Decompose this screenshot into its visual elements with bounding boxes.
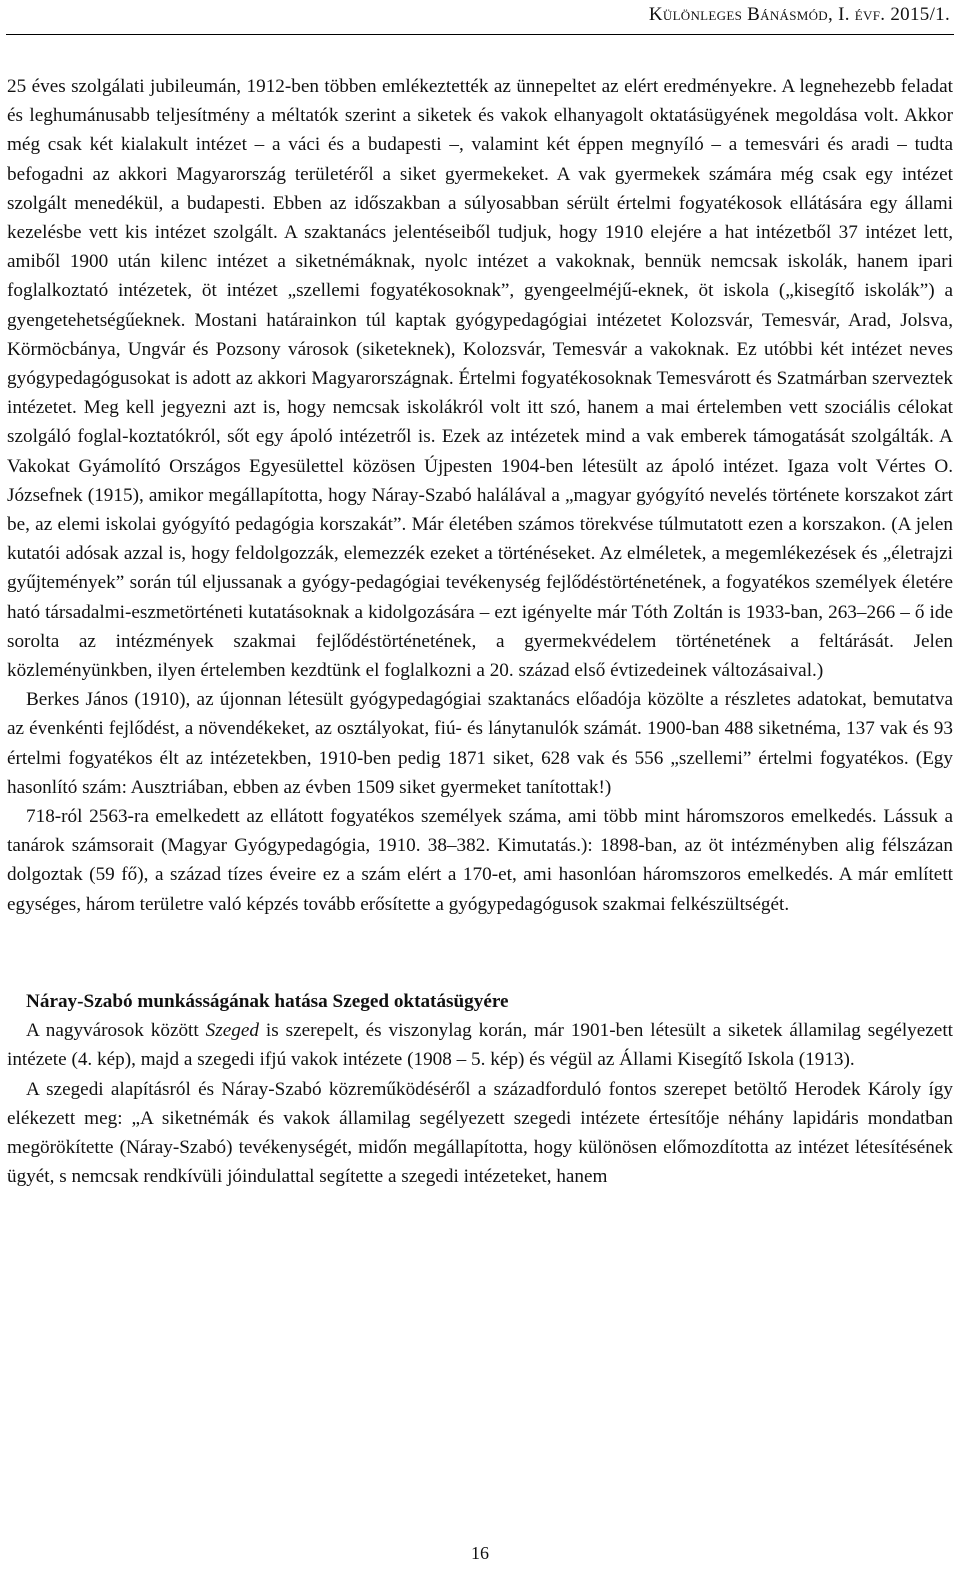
section-heading: Náray-Szabó munkásságának hatása Szeged oktatásügyére: [26, 990, 509, 1012]
header-rule: [6, 34, 954, 35]
running-header: Különleges Bánásmód, I. évf. 2015/1.: [648, 4, 950, 25]
section-paragraph-2: A szegedi alapításról és Náray-Szabó közreműködéséről a századforduló fontos szerepet betöltő Herodek Károly így elékezett meg: „A siketnémák és vakok államilag segélyezett szegedi intézete értesítője néhány lapidáris mondatban megörökítette (Náray-Szabó) tevékenységét, midőn megállapította, hogy különösen előmozdította az intézet létesítésének ügyét, s nemcsak rendkívüli jóindulattal segítette a szegedi intézeteket, hanem: [7, 1078, 953, 1188]
section-p1-italic: Szeged: [205, 1020, 259, 1042]
paragraph-1: 25 éves szolgálati jubileumán, 1912-ben többen emlékeztették az ünnepeltet az elért eredményekre. A legnehezebb feladat és leghumánusabb teljesítmény a méltatók szerint a siketek és vakok elhanyagolt oktatásügyének megoldása volt. Akkor még csak két kialakult intézet – a váci és a budapesti –, valamint két éppen megnyíló – a temesvári és aradi – tudta befogadni az akkori Magyarország területéről a siket gyermekeket. A vak gyermekek számára még csak egy intézet szolgált menedékül, a budapesti. Ebben az időszakban a súlyosabban sérült értelmi fogyatékosok ellátására egy állami kezelésbe vett kis intézet szolgált. A szaktanács jelentéseiből tudjuk, hogy 1910 elejére a hat intézetből 37 intézet lett, amiből 1900 után kilenc intézet a siketnémáknak, nyolc intézet a vakoknak, bennük nemcsak iskolák, hanem ipari foglalkoztató intézetek, öt intézet „szellemi fogyatékosoknak”, gyengeelméjű-eknek, öt iskola („kisegítő iskolák”) a gyengetehetségűeknek. Mostani határainkon túl kaptak gyógypedagógiai intézetet Kolozsvár, Temesvár, Arad, Jolsva, Körmöcbánya, Ungvár és Pozsony városok (siketeknek), Kolozsvár, Temesvár a vakoknak. Ez utóbbi két intézet neves gyógypedagógusokat is adott az akkori Magyarországnak. Értelmi fogyatékosoknak Temesvárott és Szatmárban szerveztek intézetet. Meg kell jegyezni azt is, hogy nemcsak iskolákról volt itt szó, hanem a mai értelemben vett szociális célokat szolgáló foglal-koztatókról, sőt egy ápoló intézetről is. Ezek az intézetek mind a vak emberek támogatását szolgálták. A Vakokat Gyámolító Országos Egyesülettel közösen Újpesten 1904-ben létesült az ápoló intézet. Igaza volt Vértes O. Józsefnek (1915), amikor megállapította, hogy Náray-Szabó halálával a „magyar gyógyító nevelés története korszakot zárt be, az elemi iskolai gyógyító pedagógia korszakát”. Már életében számos törekvése túlmutatott ezen a korszakon. (A jelen kutatói adósak azzal is, hogy feldolgozzák, elemezzék ezeket a történéseket. Az elméletek, a megemlékezések és „életrajzi gyűjtemények” során túl eljussanak a gyógy-pedagógiai tevékenység fejlődéstörténetének, a fogyatékos személyek életére ható társadalmi-eszmetörténeti kutatásoknak a kidolgozására – ezt igényelte már Tóth Zoltán is 1933-ban, 263–266 – ő ide sorolta az intézmények szakmai fejlődéstörténetének, a gyermekvédelem történetének a feltárását. Jelen közleményünkben, ilyen értelemben kezdtünk el foglalkozni a 20. század első évtizedeinek változásaival.): [7, 76, 953, 682]
section-p1-after: is szerepelt, és viszonylag korán, már 1901-ben létesült a siketek államilag segélyezett intézete (4. kép), majd a szegedi ifjú vakok intézete (1908 – 5. kép) és végül az Állami Kisegítő Iskola (1913).: [7, 1020, 953, 1071]
paragraph-3: 718-ról 2563-ra emelkedett az ellátott fogyatékos személyek száma, ami több mint háromszoros emelkedés. Lássuk a tanárok számsorait (Magyar Gyógypedagógia, 1910. 38–382. Kimutatás.): 1898-ban, az öt intézményben alig félszázan dolgoztak (59 fő), a század tízes éveire ez a szám elért a 170-et, ami hasonlóan háromszoros emelkedés. A már említett egységes, három területre való képzés tovább erősítette a gyógypedagógusok szakmai felkészültségét.: [7, 806, 953, 915]
section-spacer: [7, 919, 953, 987]
paragraph-2: Berkes János (1910), az újonnan létesült gyógypedagógiai szaktanács előadója közölte a részletes adatokat, bemutatva az évenkénti fejlődést, a növendékeket, az osztályokat, fiú- és lánytanulók számát. 1900-ban 488 siketnéma, 137 vak és 93 értelmi fogyatékos élt az intézetekben, 1910-ben pedig 1871 siket, 628 vak és 556 „szellemi” értelmi fogyatékos. (Egy hasonlító szám: Ausztriában, ebben az évben 1509 siket gyermeket tanítottak!): [7, 689, 953, 798]
page-number: 16: [471, 1543, 489, 1563]
body-text: [7, 72, 953, 1191]
section-p1-before: A nagyvárosok között: [26, 1020, 206, 1042]
section-paragraph-1: [7, 1016, 953, 1074]
